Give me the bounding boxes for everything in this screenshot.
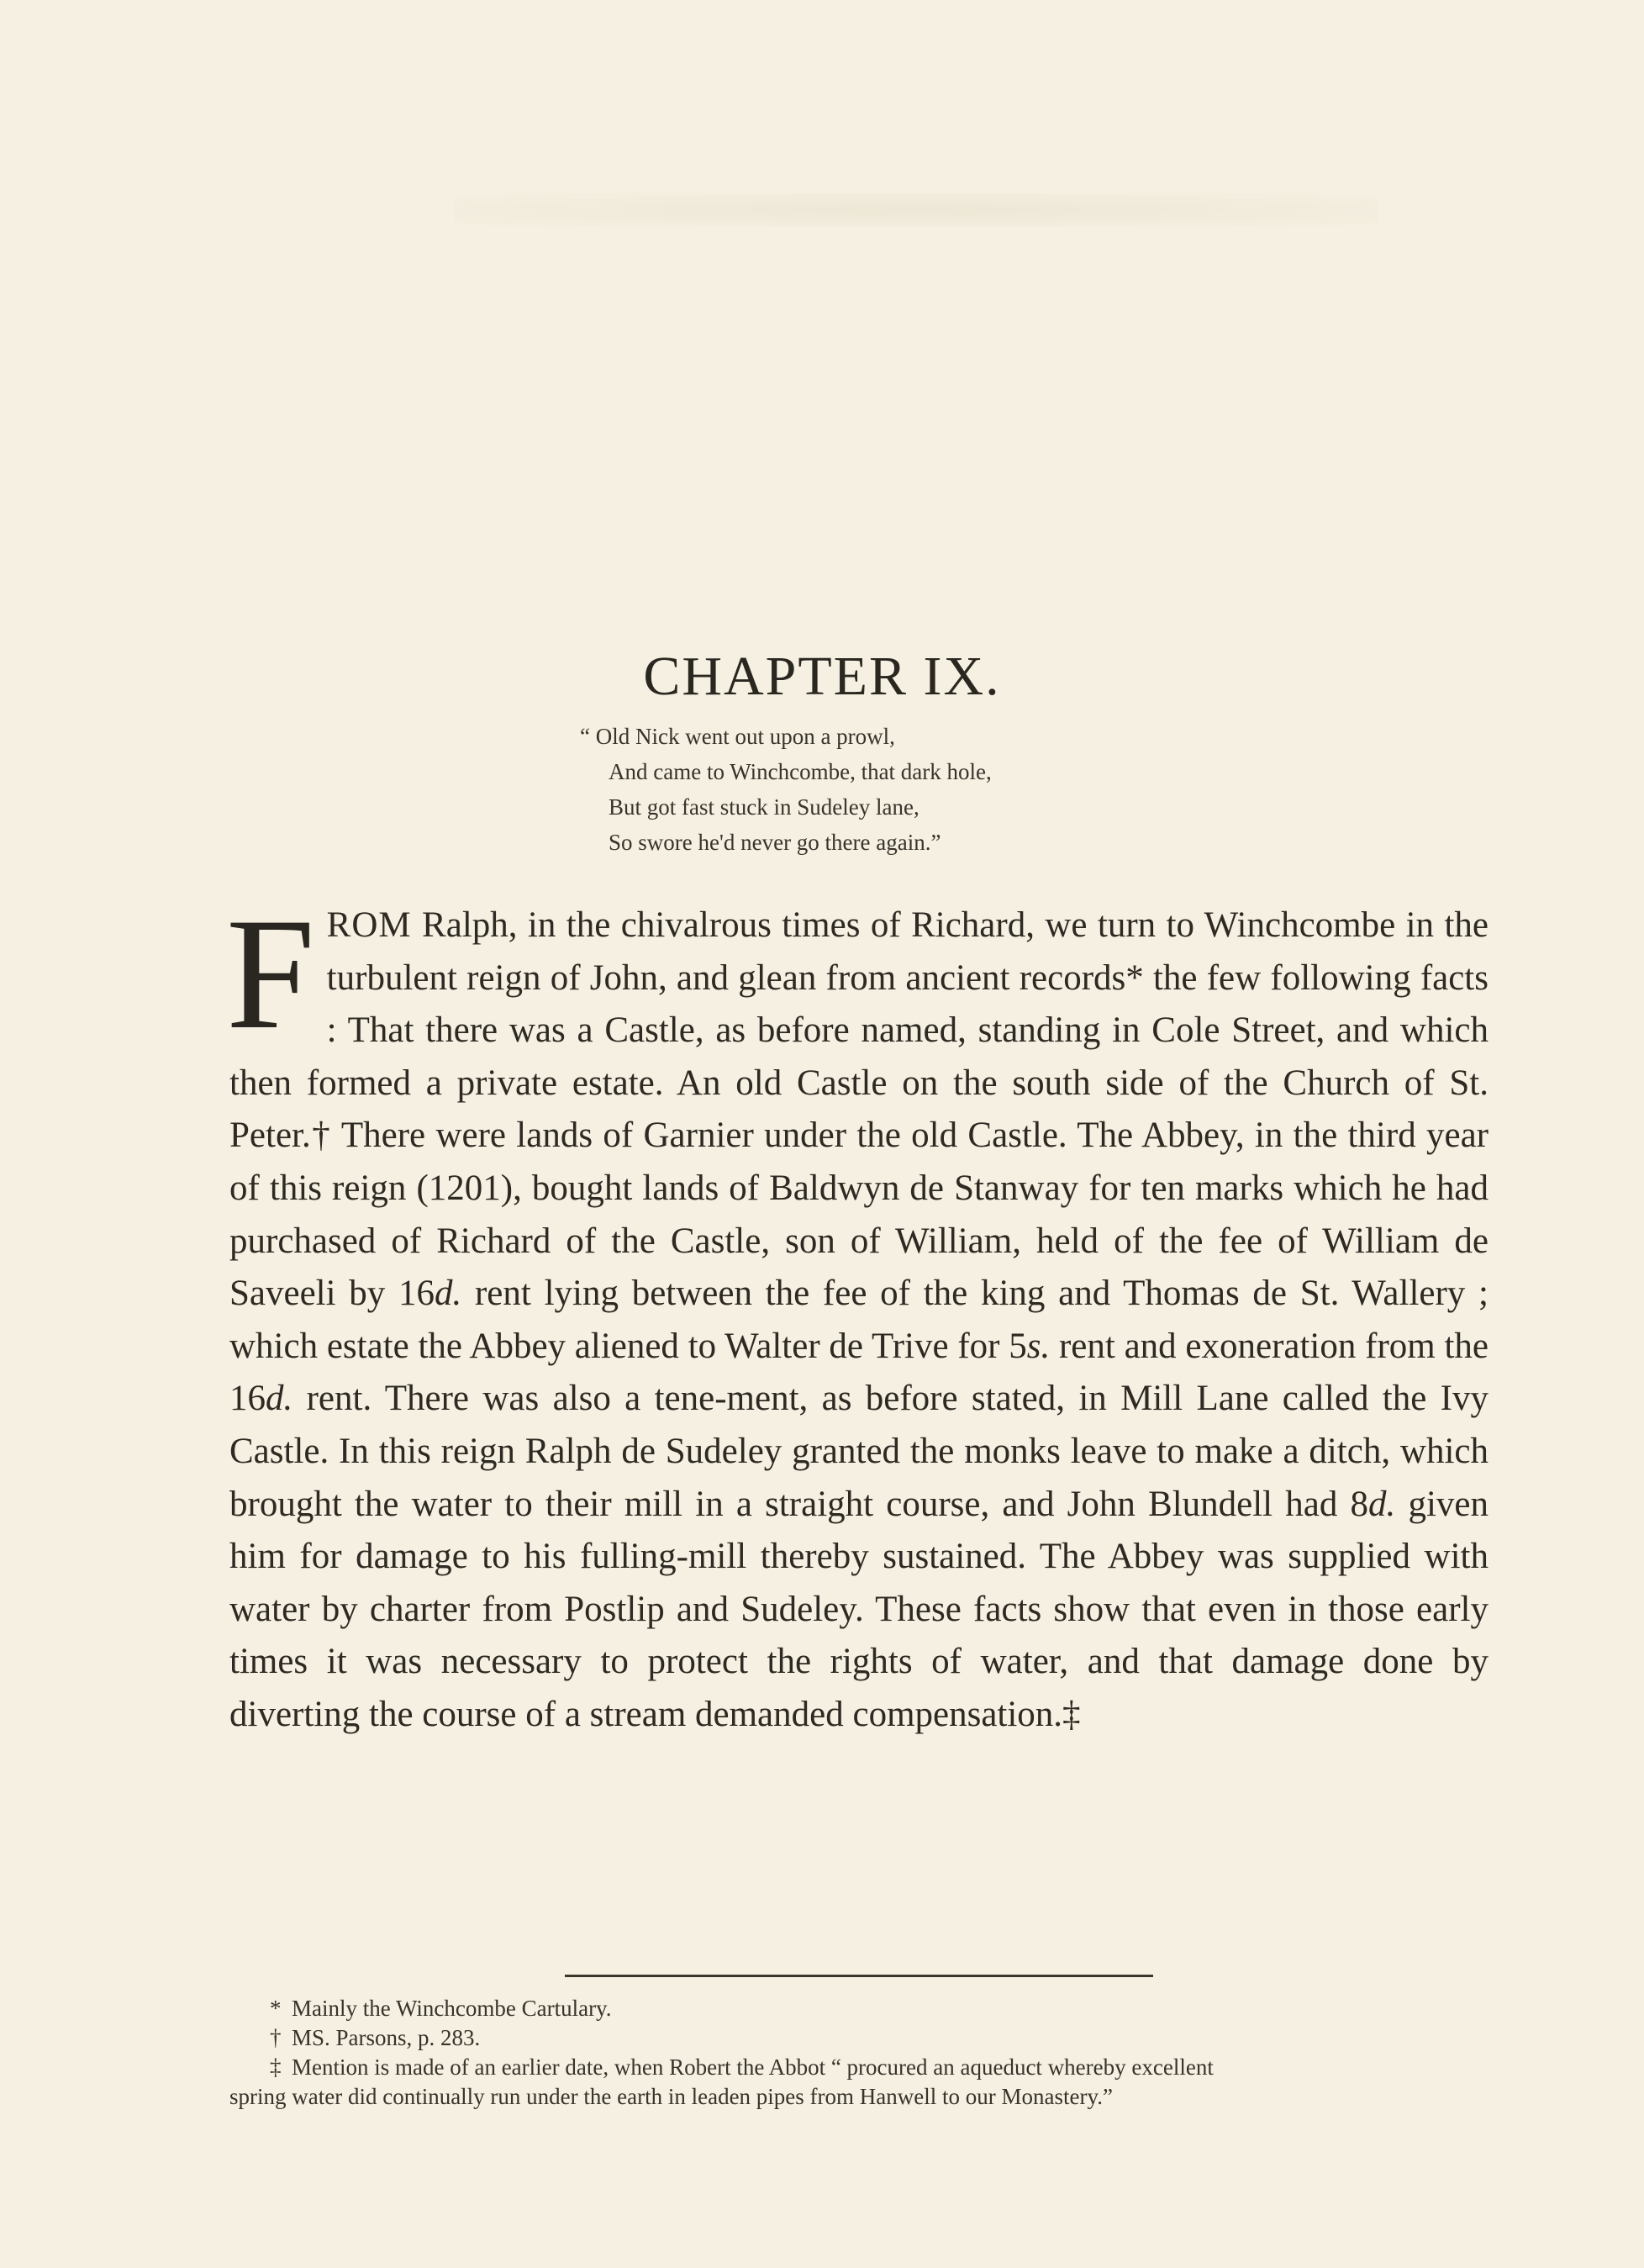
epigraph (580, 719, 992, 860)
italic-shillings: s. (1026, 1326, 1051, 1366)
footnote-text: Mainly the Winchcombe Cartulary. (292, 1996, 612, 2021)
body-paragraph (226, 886, 1489, 1742)
italic-pence-1: d. (435, 1274, 462, 1314)
footnote-mark: * (270, 1996, 282, 2021)
epigraph-line-2: And came to Winchcombe, that dark hole, (609, 759, 992, 784)
paragraph (226, 886, 1489, 1742)
first-word-rest: ROM (326, 905, 412, 945)
body-text-3: rent and exoneration from the 16 (229, 1326, 1489, 1419)
footnote-text: MS. Parsons, p. 283. (292, 2025, 481, 2050)
footnote-3-continued (229, 2082, 1494, 2112)
footnote-2 (229, 2023, 1494, 2053)
footnote-mark: ‡ (270, 2054, 282, 2080)
footnote-text: spring water did continually run under the earth in leaden pipes from Hanwell to our Monastery.” (229, 2084, 1113, 2109)
epigraph-line-4: So swore he'd never go there again.” (609, 830, 941, 855)
body-text-2: rent lying between the fee of the king and Thomas de St. Wallery ; which estate the Abbey aliened to Walter de Trive for 5 (229, 1274, 1489, 1366)
italic-pence-3: d. (1368, 1484, 1396, 1524)
body-text-1: Ralph, in the chivalrous times of Richard, we turn to Winchcombe in the turbulent reign of John, and glean from ancient records* the few following facts : That there was a Castle, as before named, standing in Cole Street, and which then formed a private estate. An old Castle on the south side of the Church of St. Peter.† There were lands of Garnier under the old Castle. The Abbey, in the third year of this reign (1201), bought lands of Baldwyn de Stanway for ten marks which he had purchased of Richard of the Castle, son of William, held of the fee of William de Saveeli by 16 (229, 905, 1489, 1314)
epigraph-line-1: “ Old Nick went out upon a prowl, (580, 724, 895, 749)
footnote-text: Mention is made of an earlier date, when Robert the Abbot “ procured an aqueduct whereby excellent (292, 2054, 1214, 2080)
chapter-title: CHAPTER IX. (643, 646, 1001, 708)
epigraph-line-3: But got fast stuck in Sudeley lane, (609, 794, 919, 820)
body-text-5: given him for damage to his fulling-mill thereby sustained. The Abbey was supplied with water by charter from Postlip and Sudeley. These facts show that even in those early times it was necessary to protect the rights of water, and that damage done by diverting the course of a stream demanded compensation.‡ (229, 1484, 1489, 1734)
footnote-divider (565, 1975, 1153, 1977)
footnote-3 (229, 2053, 1494, 2082)
footnote-mark: † (270, 2025, 282, 2050)
italic-pence-2: d. (266, 1379, 293, 1419)
footnotes (229, 1994, 1494, 2112)
footnote-1 (229, 1994, 1494, 2023)
drop-cap: F (226, 886, 315, 1063)
body-text-4: rent. There was also a tene-ment, as before stated, in Mill Lane called the Ivy Castle. In this reign Ralph de Sudeley granted the monks leave to make a ditch, which brought the water to their mill in a straight course, and John Blundell had 8 (229, 1379, 1489, 1524)
paper-smudge (454, 193, 1378, 227)
